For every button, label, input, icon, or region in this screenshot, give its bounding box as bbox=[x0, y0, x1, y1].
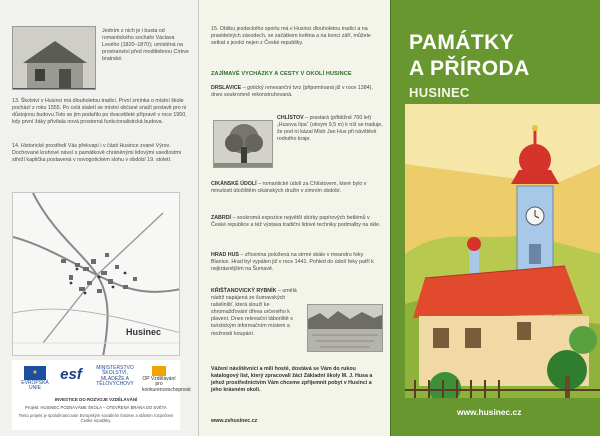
linden-tree-sketch-image bbox=[213, 120, 273, 168]
rybnik-entry bbox=[211, 288, 303, 338]
village-map bbox=[12, 192, 180, 356]
drslavice-title: DRSLAVICE bbox=[211, 85, 242, 91]
panel-middle bbox=[198, 0, 390, 436]
zabrdi-text: – soukromá expozice největší sbírky papírových betlémů v České republice a též výstava tradiční lidové techniky podmalby na skle. bbox=[211, 215, 381, 229]
cikanske-title: CIKÁNSKÉ ÚDOLÍ bbox=[211, 181, 257, 187]
panel-cover bbox=[390, 0, 600, 436]
cikanske-text: – romantické údolí za Chlístovem, které bylo v minulosti útočištěm cikánských družin v zimním období. bbox=[211, 181, 367, 195]
greeting-text: Vážení návštěvníci a milí hosté, dostává se Vám do rukou katalogový list, který zpracovali žáci Základní školy M. J. Husa a jehož prostřednictvím Vám chceme zpříjemnit pobyt v Husinci a jeho krásném okolí. bbox=[211, 366, 373, 394]
esf-logo bbox=[56, 366, 86, 384]
bust-text: Jedním z nich je i busta od romantického sochaře Václava Levého (1820–1870); umístěná na prostranství před modlitebnou Církve bratrské. bbox=[102, 28, 189, 63]
cover-title-line1: PAMÁTKY bbox=[409, 31, 515, 54]
msmt-logo: MINISTERSTVO ŠKOLSTVÍ, MLÁDEŽE A TĚLOVÝCHOVY bbox=[96, 365, 134, 388]
item-15-text: 15. Oblibu jezdeckého sportu má v Husinci dlouholetou tradici a na pravidelných závodech, se začátkem května a na konci září, můžete setkat s jezdci nejen z České republiky. bbox=[211, 26, 371, 47]
funding-footer-project: Projekt: HUSINEC POZNÁVÁME ŠKOLA – OTEVŘENÁ BRÁNA DO SVĚTA bbox=[25, 405, 167, 410]
zabrdi-title: ZABRDÍ bbox=[211, 215, 232, 221]
op-logo-text: OP Vzdělávání pro konkurenceschopnost bbox=[142, 376, 191, 393]
map-label-husinec: Husinec bbox=[125, 327, 161, 337]
cover-title-line2: A PŘÍRODA bbox=[409, 57, 530, 80]
hradhus-title: HRAD HUS bbox=[211, 252, 239, 258]
drslavice-entry bbox=[211, 85, 383, 99]
church-painting bbox=[405, 104, 600, 398]
cikanske-entry bbox=[211, 181, 383, 195]
cover-subtitle: HUSINEC bbox=[409, 85, 470, 100]
walks-heading: ZAJÍMAVÉ VYCHÁZKY A CESTY V OKOLÍ HUSINCE bbox=[211, 71, 352, 77]
panel-left bbox=[0, 0, 198, 436]
cover-title bbox=[409, 30, 530, 82]
bust-sketch-image bbox=[12, 26, 96, 90]
greeting-url[interactable]: www.zshusinec.cz bbox=[211, 418, 258, 424]
zabrdi-entry bbox=[211, 215, 383, 229]
rybnik-text: – umělá nádrž napájená ze šumavských rašelinišť, která slouží ke shromažďování dřeva určeného k plavení. Dnes rekreační táboriště s turistickým informačním místem a možností koupání. bbox=[211, 288, 297, 337]
op-logo bbox=[142, 366, 191, 393]
eu-flag-logo: ★ EVROPSKÁ UNIE bbox=[18, 366, 52, 392]
hradhus-entry bbox=[211, 252, 383, 273]
eu-logo-text: EVROPSKÁ UNIE bbox=[21, 380, 49, 392]
hradhus-text: – zřícenina položená na strmé skále v meandru řeky Blanice. Hrad byl vypálen již v roce 1441. Pohled do údolí řeky patří k nejkrásnějším na Šumavě. bbox=[211, 252, 374, 273]
pond-sketch-image bbox=[307, 304, 383, 352]
rybnik-title: KŘIŠŤANOVICKÝ RYBNÍK bbox=[211, 288, 277, 294]
chlistov-text: – prastará (přibližně 700 let) „Husova lípa“ (obvym 9,5 m) k níž se traduje, že pod ní kázal Mistr Jan Hus při návštěvě rodného kraje. bbox=[277, 115, 383, 143]
item-13-text: 13. Školství v Husinci má dlouholetou tradici. První zmínka o místní škole pochází z roku 1555. Po celá staletí se místní občané snaží postavit pro ni důstojnou budovu.Toto se jim podařilo po dvacetileté přípravě v roce 1950, kdy první žáky přivítala nová prostorná funkcionalistická budova. bbox=[12, 98, 187, 126]
funding-footer-title: INVESTICE DO ROZVOJE VZDĚLÁVÁNÍ bbox=[54, 397, 138, 402]
cover-url[interactable]: www.husinec.cz bbox=[457, 407, 522, 417]
chlistov-title: CHLÍSTOV bbox=[277, 115, 304, 121]
funding-logos-box bbox=[12, 360, 191, 430]
item-14-text: 14. Historické prostředí Vás překvapí i v části Husince zvané Výrov. Dochované kruhové návsí s památkově chráněnými lidovými usedlostmi střeží kaplička postavená v novogotickém slohu v období 19. století. bbox=[12, 143, 181, 164]
chlistov-entry bbox=[277, 115, 383, 143]
funding-footer-note: Tento projekt je spolufinancován Evropským sociálním fondem a státním rozpočtem České republiky. bbox=[18, 413, 174, 424]
esf-logo-text: esf bbox=[60, 366, 82, 383]
drslavice-text: – gotický renesanční tvrz (připomínaná již v roce 1384), dnes soukromně rekonstruhovaná. bbox=[211, 85, 373, 99]
